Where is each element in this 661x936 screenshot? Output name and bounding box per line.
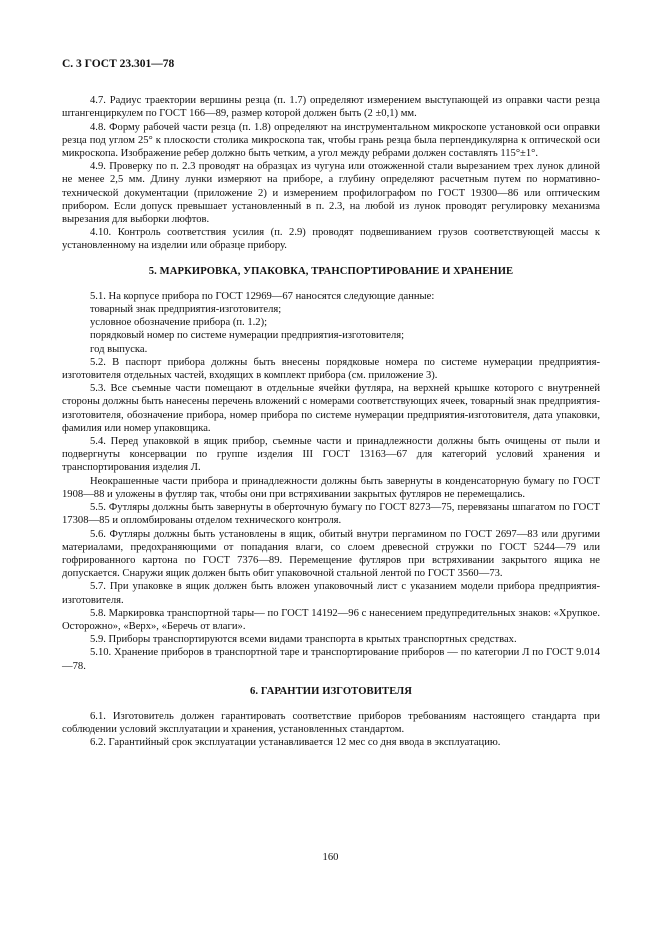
list-item: порядковый номер по системе нумерации предприятия-изготовителя;	[90, 330, 405, 342]
page-number: 160	[322, 852, 339, 863]
paragraph-4-8: 4.8. Форму рабочей части резца (п. 1.8) определяют на инструментальном микроскопе установкой оси оправки резца под углом 25° к плоскости столика микроскопа так, чтобы грань резца была перпендикулярна к оптической оси микроскопа. Изображение ребер должно быть четким, а угол между ребрами должен составлять 115°±1°.	[62, 121, 600, 160]
paragraph-5-2: 5.2. В паспорт прибора должны быть внесены порядковые номера по системе нумерации предприятия-изготовителя отдельных частей, входящих в комплект прибора (см. приложение 3).	[62, 356, 600, 382]
paragraph-4-7: 4.7. Радиус траектории вершины резца (п. 1.7) определяют измерением выступающей из оправки части резца штангенциркулем по ГОСТ 166—89, размер которой должен быть (2 ±0,1) мм.	[62, 95, 600, 120]
paragraph-5-4: 5.4. Перед упаковкой в ящик прибор, съемные части и принадлежности должны быть очищены от пыли и подвергнуты консервации по группе изделия III ГОСТ 13163—67 для категорий условий хранения и транспортирования изделия Л.	[62, 436, 600, 474]
paragraph-6-2: 6.2. Гарантийный срок эксплуатации устанавливается 12 мес со дня ввода в эксплуатацию.	[90, 737, 501, 749]
section-5	[62, 290, 600, 673]
paragraph-5-6: 5.6. Футляры должны быть установлены в ящик, обитый внутри пергамином по ГОСТ 2697—83 или другими материалами, предохраняющими от попадания влаги, со слоем древесной стружки по ГОСТ 5244—79 или гофрированного картона по ГОСТ 7376—89. Перемещение футляров при встряхивании закрытого ящика не допускается. Снаружи ящик должен быть обит упаковочной стальной лентой по ГОСТ 3560—73.	[62, 528, 600, 580]
page-header: С. 3 ГОСТ 23.301—78	[62, 58, 175, 70]
paragraph-5-1: 5.1. На корпусе прибора по ГОСТ 12969—67 наносятся следующие данные:	[90, 290, 435, 302]
paragraph-6-1: 6.1. Изготовитель должен гарантировать соответствие приборов требованиям настоящего стандарта при соблюдении условий эксплуатации и хранения, установленных стандартом.	[62, 710, 600, 736]
paragraph-5-10: 5.10. Хранение приборов в транспортной таре и транспортирование приборов — по категории Л по ГОСТ 9.014—78.	[62, 647, 600, 672]
paragraph-5-8: 5.8. Маркировка транспортной тары— по ГОСТ 14192—96 с нанесением предупредительных знаков: «Хрупкое. Осторожно», «Верх», «Беречь от влаги».	[62, 607, 600, 632]
list-item: условное обозначение прибора (п. 1.2);	[90, 317, 268, 329]
paragraph-5-3: 5.3. Все съемные части помещают в отдельные ячейки футляра, на верхней крышке которого с внутренней стороны должны быть нанесены перечень вложений с номерами соответствующих ячеек, товарный знак предприятия-изготовителя, обозначение прибора, номер прибора по системе нумерации предприятия-изготовителя, дата упаковки, фамилия или номер упаковщика.	[62, 383, 600, 434]
list-item: товарный знак предприятия-изготовителя;	[90, 304, 282, 316]
section-5-title: 5. МАРКИРОВКА, УПАКОВКА, ТРАНСПОРТИРОВАНИЕ И ХРАНЕНИЕ	[148, 265, 514, 277]
section-6	[62, 710, 600, 750]
paragraph-4-9: 4.9. Проверку по п. 2.3 проводят на образцах из чугуна или отожженной стали вырезанием трех лунок длиной не менее 2,5 мм. Длину лунки измеряют на приборе, а глубину определяют расчетным путем по нормативно-технической документации (приложение 2) и измерением профилографом по ГОСТ 19300—86 или оптическим прибором. Если допуск превышает установленный в п. 2.3, на любой из лунок проводят регулировку механизма вырезания для выборки люфтов.	[62, 161, 600, 226]
paragraph-5-9: 5.9. Приборы транспортируются всеми видами транспорта в крытых транспортных средствах.	[90, 634, 517, 646]
page-body	[62, 58, 600, 750]
paragraph-4-10: 4.10. Контроль соответствия усилия (п. 2.9) проводят подвешиванием грузов соответствующей массы к установленному на изделии или образце прибору.	[62, 227, 600, 252]
paragraph-5-7: 5.7. При упаковке в ящик должен быть вложен упаковочный лист с указанием модели прибора предприятия-изготовителя.	[62, 581, 600, 606]
paragraph-5-5: 5.5. Футляры должны быть завернуты в оберточную бумагу по ГОСТ 8273—75, перевязаны шпагатом по ГОСТ 17308—85 и опломбированы отделом технического контроля.	[62, 502, 600, 527]
section-4	[62, 94, 600, 252]
list-item: год выпуска.	[90, 343, 148, 355]
section-6-title: 6. ГАРАНТИИ ИЗГОТОВИТЕЛЯ	[250, 685, 412, 697]
paragraph-5-4-note: Неокрашенные части прибора и принадлежности должны быть завернуты в конденсаторную бумагу по ГОСТ 1908—88 и уложены в футляр так, чтобы они при встряхивании закрытых футляров не перемещались.	[62, 475, 600, 500]
